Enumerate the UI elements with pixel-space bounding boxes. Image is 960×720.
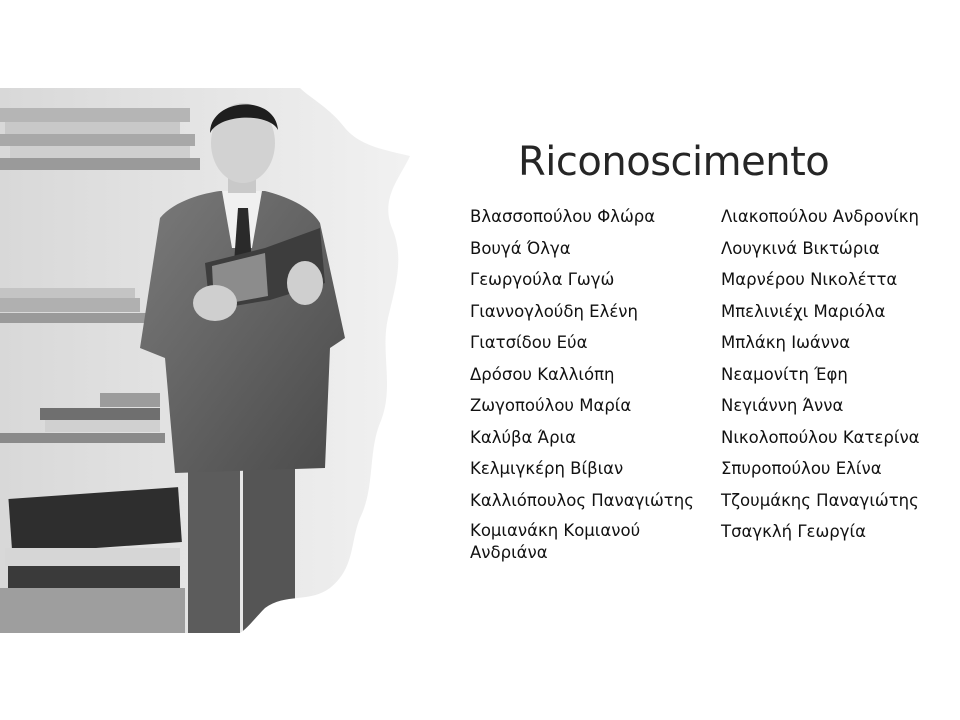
list-item: Βλασσοπούλου Φλώρα: [470, 207, 656, 226]
list-item: Νικολοπούλου Κατερίνα: [721, 427, 920, 447]
list-item: Νεγιάννη Άννα: [721, 396, 844, 415]
list-item: Καλύβα Άρια: [470, 427, 577, 447]
list-item: Κελμιγκέρη Βίβιαν: [470, 459, 624, 478]
list-item: Καλλιόπουλος Παναγιώτης: [470, 490, 694, 510]
list-item: Λιακοπούλου Ανδρονίκη: [721, 207, 919, 226]
list-item: Ζωγοπούλου Μαρία: [470, 396, 632, 415]
list-item: Τσαγκλή Γεωργία: [721, 522, 866, 541]
list-item: Γιατσίδου Εύα: [470, 333, 588, 352]
names-list-left: [470, 205, 700, 564]
slide-title: Riconoscimento: [518, 139, 830, 185]
list-item: Γιαννογλούδη Ελένη: [470, 301, 638, 321]
list-item: Τζουμάκης Παναγιώτης: [721, 490, 919, 510]
list-item: Μπελινιέχι Μαριόλα: [721, 301, 886, 321]
list-item: Κομιανάκη Κομιανού Ανδριάνα: [470, 521, 641, 562]
list-item: Νεαμονίτη Έφη: [721, 364, 848, 384]
names-list-right: [721, 205, 920, 552]
list-item: Μαρνέρου Νικολέττα: [721, 270, 898, 289]
list-item: Σπυροπούλου Ελίνα: [721, 459, 882, 478]
list-item: Λουγκινά Βικτώρια: [721, 238, 880, 258]
list-item: Μπλάκη Ιωάννα: [721, 333, 851, 352]
list-item: Δρόσου Καλλιόπη: [470, 364, 615, 384]
list-item: Βουγά Όλγα: [470, 238, 571, 258]
list-item: Γεωργούλα Γωγώ: [470, 270, 615, 289]
portrait-photo: [0, 88, 420, 633]
